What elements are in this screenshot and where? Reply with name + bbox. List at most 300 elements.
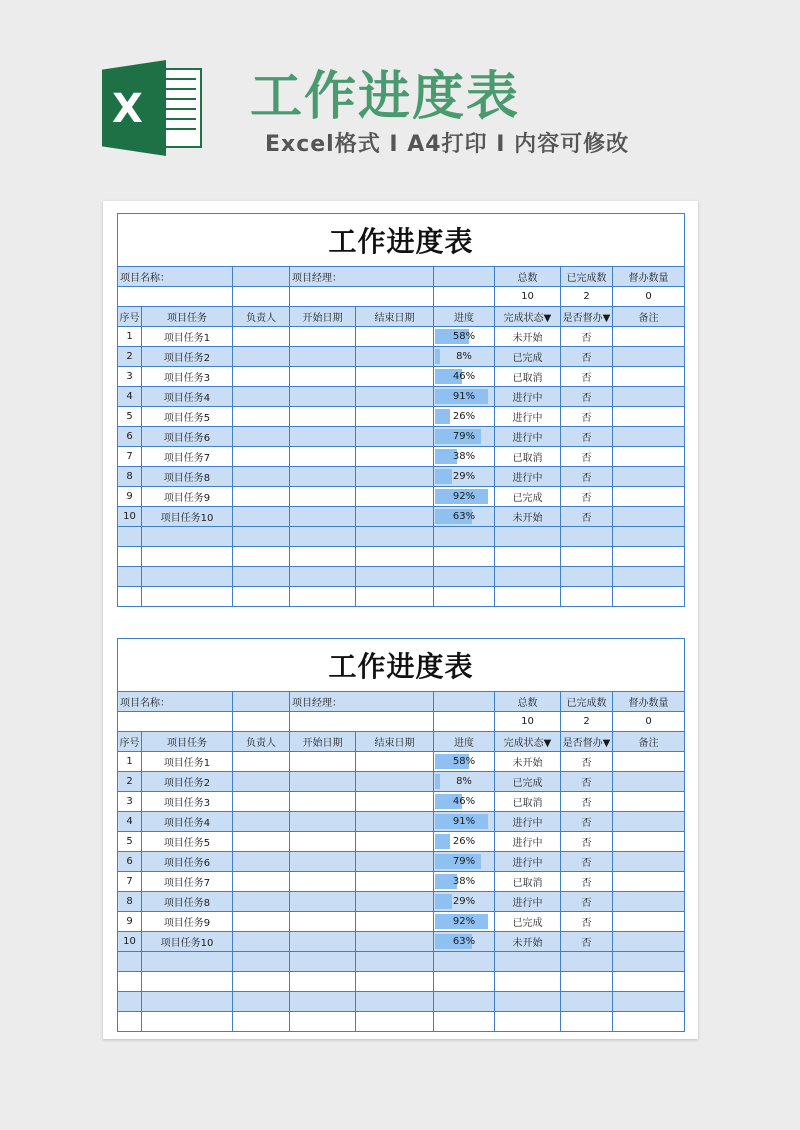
end-date-cell[interactable] [356, 752, 434, 772]
progress-value: 92% [452, 916, 476, 927]
end-date-cell[interactable] [356, 507, 434, 527]
empty-cell[interactable] [434, 992, 495, 1012]
start-date-cell[interactable] [290, 832, 356, 852]
empty-cell[interactable] [290, 587, 356, 607]
empty-cell[interactable] [142, 527, 233, 547]
start-date-cell[interactable] [290, 852, 356, 872]
empty-row [118, 567, 685, 587]
start-date-cell[interactable] [290, 327, 356, 347]
progress-bar [435, 409, 450, 424]
task-name[interactable]: 项目任务4 [142, 387, 233, 407]
end-date-cell[interactable] [356, 487, 434, 507]
supervise-cell[interactable]: 否 [561, 387, 613, 407]
start-date-cell[interactable] [290, 367, 356, 387]
owner-cell[interactable] [233, 487, 290, 507]
row-number: 4 [118, 812, 142, 832]
project-name-value[interactable] [233, 267, 290, 287]
supervise-count-value[interactable]: 0 [613, 712, 685, 732]
progress-bar [435, 894, 452, 909]
end-date-cell[interactable] [356, 387, 434, 407]
notes-cell[interactable] [613, 327, 685, 347]
notes-cell[interactable] [613, 892, 685, 912]
task-name[interactable]: 项目任务8 [142, 892, 233, 912]
empty-cell[interactable] [356, 547, 434, 567]
start-date-cell[interactable] [290, 872, 356, 892]
empty-cell[interactable] [290, 992, 356, 1012]
empty-row [118, 547, 685, 567]
progress-cell[interactable] [434, 912, 495, 932]
header-supervise-dropdown[interactable]: 是否督办▼ [561, 307, 613, 327]
empty-cell[interactable] [118, 587, 142, 607]
start-date-cell[interactable] [290, 427, 356, 447]
table-row [118, 387, 685, 407]
empty-cell[interactable] [142, 587, 233, 607]
empty-cell[interactable] [561, 547, 613, 567]
end-date-cell[interactable] [356, 892, 434, 912]
end-date-cell[interactable] [356, 467, 434, 487]
supervise-cell[interactable]: 否 [561, 407, 613, 427]
supervise-cell[interactable]: 否 [561, 427, 613, 447]
notes-cell[interactable] [613, 447, 685, 467]
task-name[interactable]: 项目任务7 [142, 872, 233, 892]
owner-cell[interactable] [233, 507, 290, 527]
project-name-label: 项目名称： [118, 267, 233, 287]
task-name[interactable]: 项目任务2 [142, 772, 233, 792]
task-name[interactable]: 项目任务3 [142, 367, 233, 387]
empty-cell[interactable] [561, 972, 613, 992]
empty-cell[interactable] [495, 587, 561, 607]
owner-cell[interactable] [233, 812, 290, 832]
empty-cell[interactable] [613, 547, 685, 567]
task-name[interactable]: 项目任务8 [142, 467, 233, 487]
owner-cell[interactable] [233, 407, 290, 427]
empty-cell[interactable] [290, 972, 356, 992]
notes-cell[interactable] [613, 792, 685, 812]
project-name-value[interactable] [233, 692, 290, 712]
supervise-cell[interactable]: 否 [561, 467, 613, 487]
notes-cell[interactable] [613, 487, 685, 507]
status-cell[interactable]: 已取消 [495, 872, 561, 892]
empty-cell[interactable] [290, 567, 356, 587]
empty-cell[interactable] [233, 587, 290, 607]
empty-cell[interactable] [290, 1012, 356, 1032]
supervise-cell[interactable]: 否 [561, 812, 613, 832]
empty-cell[interactable] [233, 992, 290, 1012]
empty-cell[interactable] [434, 972, 495, 992]
progress-cell[interactable] [434, 427, 495, 447]
empty-cell[interactable] [356, 1012, 434, 1032]
project-name-label: 项目名称： [118, 692, 233, 712]
empty-cell[interactable] [118, 567, 142, 587]
start-date-cell[interactable] [290, 507, 356, 527]
end-date-cell[interactable] [356, 772, 434, 792]
progress-value: 63% [452, 511, 476, 522]
empty-row [118, 527, 685, 547]
empty-cell[interactable] [356, 527, 434, 547]
row-number: 10 [118, 932, 142, 952]
table-row [118, 872, 685, 892]
end-date-cell[interactable] [356, 852, 434, 872]
empty-cell[interactable] [356, 972, 434, 992]
table-row [118, 327, 685, 347]
supervise-cell[interactable]: 否 [561, 912, 613, 932]
owner-cell[interactable] [233, 772, 290, 792]
row-number: 8 [118, 892, 142, 912]
owner-cell[interactable] [233, 347, 290, 367]
empty-cell[interactable] [434, 287, 495, 307]
task-name[interactable]: 项目任务7 [142, 447, 233, 467]
owner-cell[interactable] [233, 387, 290, 407]
empty-cell[interactable] [434, 587, 495, 607]
empty-cell[interactable] [561, 952, 613, 972]
empty-cell[interactable] [613, 527, 685, 547]
row-number: 5 [118, 832, 142, 852]
empty-cell[interactable] [233, 1012, 290, 1032]
supervise-cell[interactable]: 否 [561, 347, 613, 367]
end-date-cell[interactable] [356, 792, 434, 812]
start-date-cell[interactable] [290, 772, 356, 792]
empty-cell[interactable] [613, 1012, 685, 1032]
empty-cell[interactable] [613, 587, 685, 607]
excel-icon [102, 60, 204, 156]
empty-cell[interactable] [233, 287, 290, 307]
end-date-cell[interactable] [356, 407, 434, 427]
owner-cell[interactable] [233, 447, 290, 467]
empty-cell[interactable] [233, 972, 290, 992]
table-row [118, 467, 685, 487]
sheet-title: 工作进度表 [118, 214, 685, 267]
status-cell[interactable]: 进行中 [495, 812, 561, 832]
notes-cell[interactable] [613, 387, 685, 407]
task-name[interactable]: 项目任务5 [142, 832, 233, 852]
end-date-cell[interactable] [356, 832, 434, 852]
empty-cell[interactable] [495, 952, 561, 972]
empty-cell[interactable] [561, 567, 613, 587]
owner-cell[interactable] [233, 427, 290, 447]
notes-cell[interactable] [613, 467, 685, 487]
task-name[interactable]: 项目任务10 [142, 507, 233, 527]
header-task: 项目任务 [142, 307, 233, 327]
empty-cell[interactable] [142, 567, 233, 587]
empty-cell[interactable] [561, 1012, 613, 1032]
owner-cell[interactable] [233, 932, 290, 952]
progress-cell[interactable] [434, 347, 495, 367]
empty-cell[interactable] [356, 992, 434, 1012]
status-cell[interactable]: 已取消 [495, 447, 561, 467]
empty-cell[interactable] [561, 587, 613, 607]
end-date-cell[interactable] [356, 427, 434, 447]
task-name[interactable]: 项目任务5 [142, 407, 233, 427]
start-date-cell[interactable] [290, 752, 356, 772]
empty-cell[interactable] [613, 567, 685, 587]
start-date-cell[interactable] [290, 912, 356, 932]
empty-cell[interactable] [434, 712, 495, 732]
task-name[interactable]: 项目任务1 [142, 327, 233, 347]
task-name[interactable]: 项目任务9 [142, 487, 233, 507]
header-end-date: 结束日期 [356, 732, 434, 752]
end-date-cell[interactable] [356, 812, 434, 832]
status-cell[interactable]: 未开始 [495, 327, 561, 347]
task-name[interactable]: 项目任务2 [142, 347, 233, 367]
owner-cell[interactable] [233, 327, 290, 347]
empty-cell[interactable] [290, 547, 356, 567]
status-cell[interactable]: 进行中 [495, 467, 561, 487]
empty-cell[interactable] [495, 972, 561, 992]
progress-cell[interactable] [434, 892, 495, 912]
status-cell[interactable]: 进行中 [495, 852, 561, 872]
notes-cell[interactable] [613, 367, 685, 387]
notes-cell[interactable] [613, 347, 685, 367]
empty-cell[interactable] [613, 952, 685, 972]
progress-cell[interactable] [434, 812, 495, 832]
status-cell[interactable]: 进行中 [495, 407, 561, 427]
empty-cell[interactable] [118, 1012, 142, 1032]
done-label: 已完成数 [561, 267, 613, 287]
total-value[interactable]: 10 [495, 712, 561, 732]
empty-cell[interactable] [613, 992, 685, 1012]
progress-value: 58% [452, 331, 476, 342]
empty-cell[interactable] [434, 547, 495, 567]
supervise-cell[interactable]: 否 [561, 792, 613, 812]
supervise-cell[interactable]: 否 [561, 327, 613, 347]
progress-cell[interactable] [434, 327, 495, 347]
empty-cell[interactable] [290, 527, 356, 547]
progress-value: 91% [452, 391, 476, 402]
progress-cell[interactable] [434, 447, 495, 467]
start-date-cell[interactable] [290, 387, 356, 407]
empty-cell[interactable] [495, 1012, 561, 1032]
supervise-cell[interactable]: 否 [561, 447, 613, 467]
supervise-count-value[interactable]: 0 [613, 287, 685, 307]
table-row [118, 852, 685, 872]
status-cell[interactable]: 进行中 [495, 427, 561, 447]
table-row [118, 912, 685, 932]
start-date-cell[interactable] [290, 792, 356, 812]
supervise-cell[interactable]: 否 [561, 772, 613, 792]
start-date-cell[interactable] [290, 487, 356, 507]
start-date-cell[interactable] [290, 892, 356, 912]
start-date-cell[interactable] [290, 812, 356, 832]
task-name[interactable]: 项目任务3 [142, 792, 233, 812]
progress-cell[interactable] [434, 367, 495, 387]
supervise-cell[interactable]: 否 [561, 752, 613, 772]
progress-cell[interactable] [434, 487, 495, 507]
header-owner: 负责人 [233, 307, 290, 327]
status-cell[interactable]: 已完成 [495, 912, 561, 932]
progress-cell[interactable] [434, 832, 495, 852]
notes-cell[interactable] [613, 912, 685, 932]
empty-cell[interactable] [233, 712, 290, 732]
empty-cell[interactable] [495, 992, 561, 1012]
empty-cell[interactable] [233, 527, 290, 547]
manager-input[interactable] [290, 287, 434, 307]
supervise-cell[interactable]: 否 [561, 487, 613, 507]
status-cell[interactable]: 已取消 [495, 367, 561, 387]
progress-cell[interactable] [434, 387, 495, 407]
notes-cell[interactable] [613, 772, 685, 792]
notes-cell[interactable] [613, 812, 685, 832]
start-date-cell[interactable] [290, 347, 356, 367]
notes-cell[interactable] [613, 852, 685, 872]
manager-label: 项目经理： [290, 267, 434, 287]
header-supervise-dropdown[interactable]: 是否督办▼ [561, 732, 613, 752]
empty-cell[interactable] [233, 547, 290, 567]
status-cell[interactable]: 进行中 [495, 892, 561, 912]
task-name[interactable]: 项目任务10 [142, 932, 233, 952]
supervise-cell[interactable]: 否 [561, 832, 613, 852]
row-number: 7 [118, 447, 142, 467]
progress-value: 92% [452, 491, 476, 502]
row-number: 9 [118, 487, 142, 507]
task-name[interactable]: 项目任务9 [142, 912, 233, 932]
progress-cell[interactable] [434, 932, 495, 952]
progress-cell[interactable] [434, 772, 495, 792]
status-cell[interactable]: 未开始 [495, 752, 561, 772]
progress-cell[interactable] [434, 467, 495, 487]
empty-cell[interactable] [561, 992, 613, 1012]
owner-cell[interactable] [233, 467, 290, 487]
progress-cell[interactable] [434, 792, 495, 812]
manager-value[interactable] [434, 692, 495, 712]
empty-cell[interactable] [495, 567, 561, 587]
empty-cell[interactable] [118, 527, 142, 547]
start-date-cell[interactable] [290, 467, 356, 487]
status-cell[interactable]: 未开始 [495, 507, 561, 527]
owner-cell[interactable] [233, 752, 290, 772]
empty-cell[interactable] [118, 992, 142, 1012]
start-date-cell[interactable] [290, 447, 356, 467]
status-cell[interactable]: 已完成 [495, 487, 561, 507]
empty-cell[interactable] [613, 972, 685, 992]
header-end-date: 结束日期 [356, 307, 434, 327]
done-value[interactable]: 2 [561, 287, 613, 307]
status-cell[interactable]: 已取消 [495, 792, 561, 812]
progress-cell[interactable] [434, 852, 495, 872]
row-number: 2 [118, 347, 142, 367]
empty-cell[interactable] [356, 952, 434, 972]
status-cell[interactable]: 进行中 [495, 832, 561, 852]
notes-cell[interactable] [613, 407, 685, 427]
progress-cell[interactable] [434, 507, 495, 527]
start-date-cell[interactable] [290, 407, 356, 427]
notes-cell[interactable] [613, 932, 685, 952]
end-date-cell[interactable] [356, 347, 434, 367]
progress-cell[interactable] [434, 407, 495, 427]
empty-cell[interactable] [434, 1012, 495, 1032]
supervise-count-label: 督办数量 [613, 692, 685, 712]
owner-cell[interactable] [233, 912, 290, 932]
progress-cell[interactable] [434, 872, 495, 892]
end-date-cell[interactable] [356, 912, 434, 932]
task-name[interactable]: 项目任务4 [142, 812, 233, 832]
total-value[interactable]: 10 [495, 287, 561, 307]
page-title: 工作进度表 [250, 67, 521, 127]
empty-cell[interactable] [142, 972, 233, 992]
status-cell[interactable]: 进行中 [495, 387, 561, 407]
empty-cell[interactable] [142, 952, 233, 972]
owner-cell[interactable] [233, 792, 290, 812]
done-value[interactable]: 2 [561, 712, 613, 732]
header-status-dropdown[interactable]: 完成状态▼ [495, 307, 561, 327]
project-name-input[interactable] [118, 287, 233, 307]
notes-cell[interactable] [613, 427, 685, 447]
supervise-cell[interactable]: 否 [561, 507, 613, 527]
header-progress: 进度 [434, 732, 495, 752]
empty-cell[interactable] [434, 567, 495, 587]
progress-value: 26% [452, 411, 476, 422]
empty-cell[interactable] [142, 1012, 233, 1032]
empty-cell[interactable] [434, 527, 495, 547]
done-label: 已完成数 [561, 692, 613, 712]
owner-cell[interactable] [233, 892, 290, 912]
end-date-cell[interactable] [356, 367, 434, 387]
supervise-cell[interactable]: 否 [561, 932, 613, 952]
notes-cell[interactable] [613, 872, 685, 892]
empty-cell[interactable] [142, 992, 233, 1012]
row-number: 6 [118, 427, 142, 447]
progress-cell[interactable] [434, 752, 495, 772]
notes-cell[interactable] [613, 507, 685, 527]
empty-cell[interactable] [142, 547, 233, 567]
status-cell[interactable]: 已完成 [495, 772, 561, 792]
empty-cell[interactable] [495, 527, 561, 547]
empty-cell[interactable] [356, 567, 434, 587]
supervise-cell[interactable]: 否 [561, 852, 613, 872]
progress-sheet [117, 213, 685, 607]
end-date-cell[interactable] [356, 932, 434, 952]
progress-value: 46% [452, 371, 476, 382]
empty-cell[interactable] [495, 547, 561, 567]
empty-cell[interactable] [233, 952, 290, 972]
progress-bar [435, 469, 452, 484]
end-date-cell[interactable] [356, 327, 434, 347]
empty-cell[interactable] [561, 527, 613, 547]
empty-cell[interactable] [118, 547, 142, 567]
table-row [118, 752, 685, 772]
owner-cell[interactable] [233, 367, 290, 387]
table-row [118, 367, 685, 387]
status-cell[interactable]: 已完成 [495, 347, 561, 367]
supervise-cell[interactable]: 否 [561, 872, 613, 892]
empty-cell[interactable] [356, 587, 434, 607]
supervise-count-label: 督办数量 [613, 267, 685, 287]
progress-sheet [117, 638, 685, 1032]
empty-cell[interactable] [118, 952, 142, 972]
empty-cell[interactable] [290, 952, 356, 972]
supervise-cell[interactable]: 否 [561, 367, 613, 387]
empty-cell[interactable] [434, 952, 495, 972]
owner-cell[interactable] [233, 872, 290, 892]
end-date-cell[interactable] [356, 447, 434, 467]
empty-cell[interactable] [233, 567, 290, 587]
task-name[interactable]: 项目任务1 [142, 752, 233, 772]
owner-cell[interactable] [233, 832, 290, 852]
notes-cell[interactable] [613, 752, 685, 772]
manager-input[interactable] [290, 712, 434, 732]
task-name[interactable]: 项目任务6 [142, 427, 233, 447]
manager-value[interactable] [434, 267, 495, 287]
project-name-input[interactable] [118, 712, 233, 732]
start-date-cell[interactable] [290, 932, 356, 952]
end-date-cell[interactable] [356, 872, 434, 892]
header-status-dropdown[interactable]: 完成状态▼ [495, 732, 561, 752]
task-name[interactable]: 项目任务6 [142, 852, 233, 872]
empty-cell[interactable] [118, 972, 142, 992]
notes-cell[interactable] [613, 832, 685, 852]
status-cell[interactable]: 未开始 [495, 932, 561, 952]
owner-cell[interactable] [233, 852, 290, 872]
supervise-cell[interactable]: 否 [561, 892, 613, 912]
